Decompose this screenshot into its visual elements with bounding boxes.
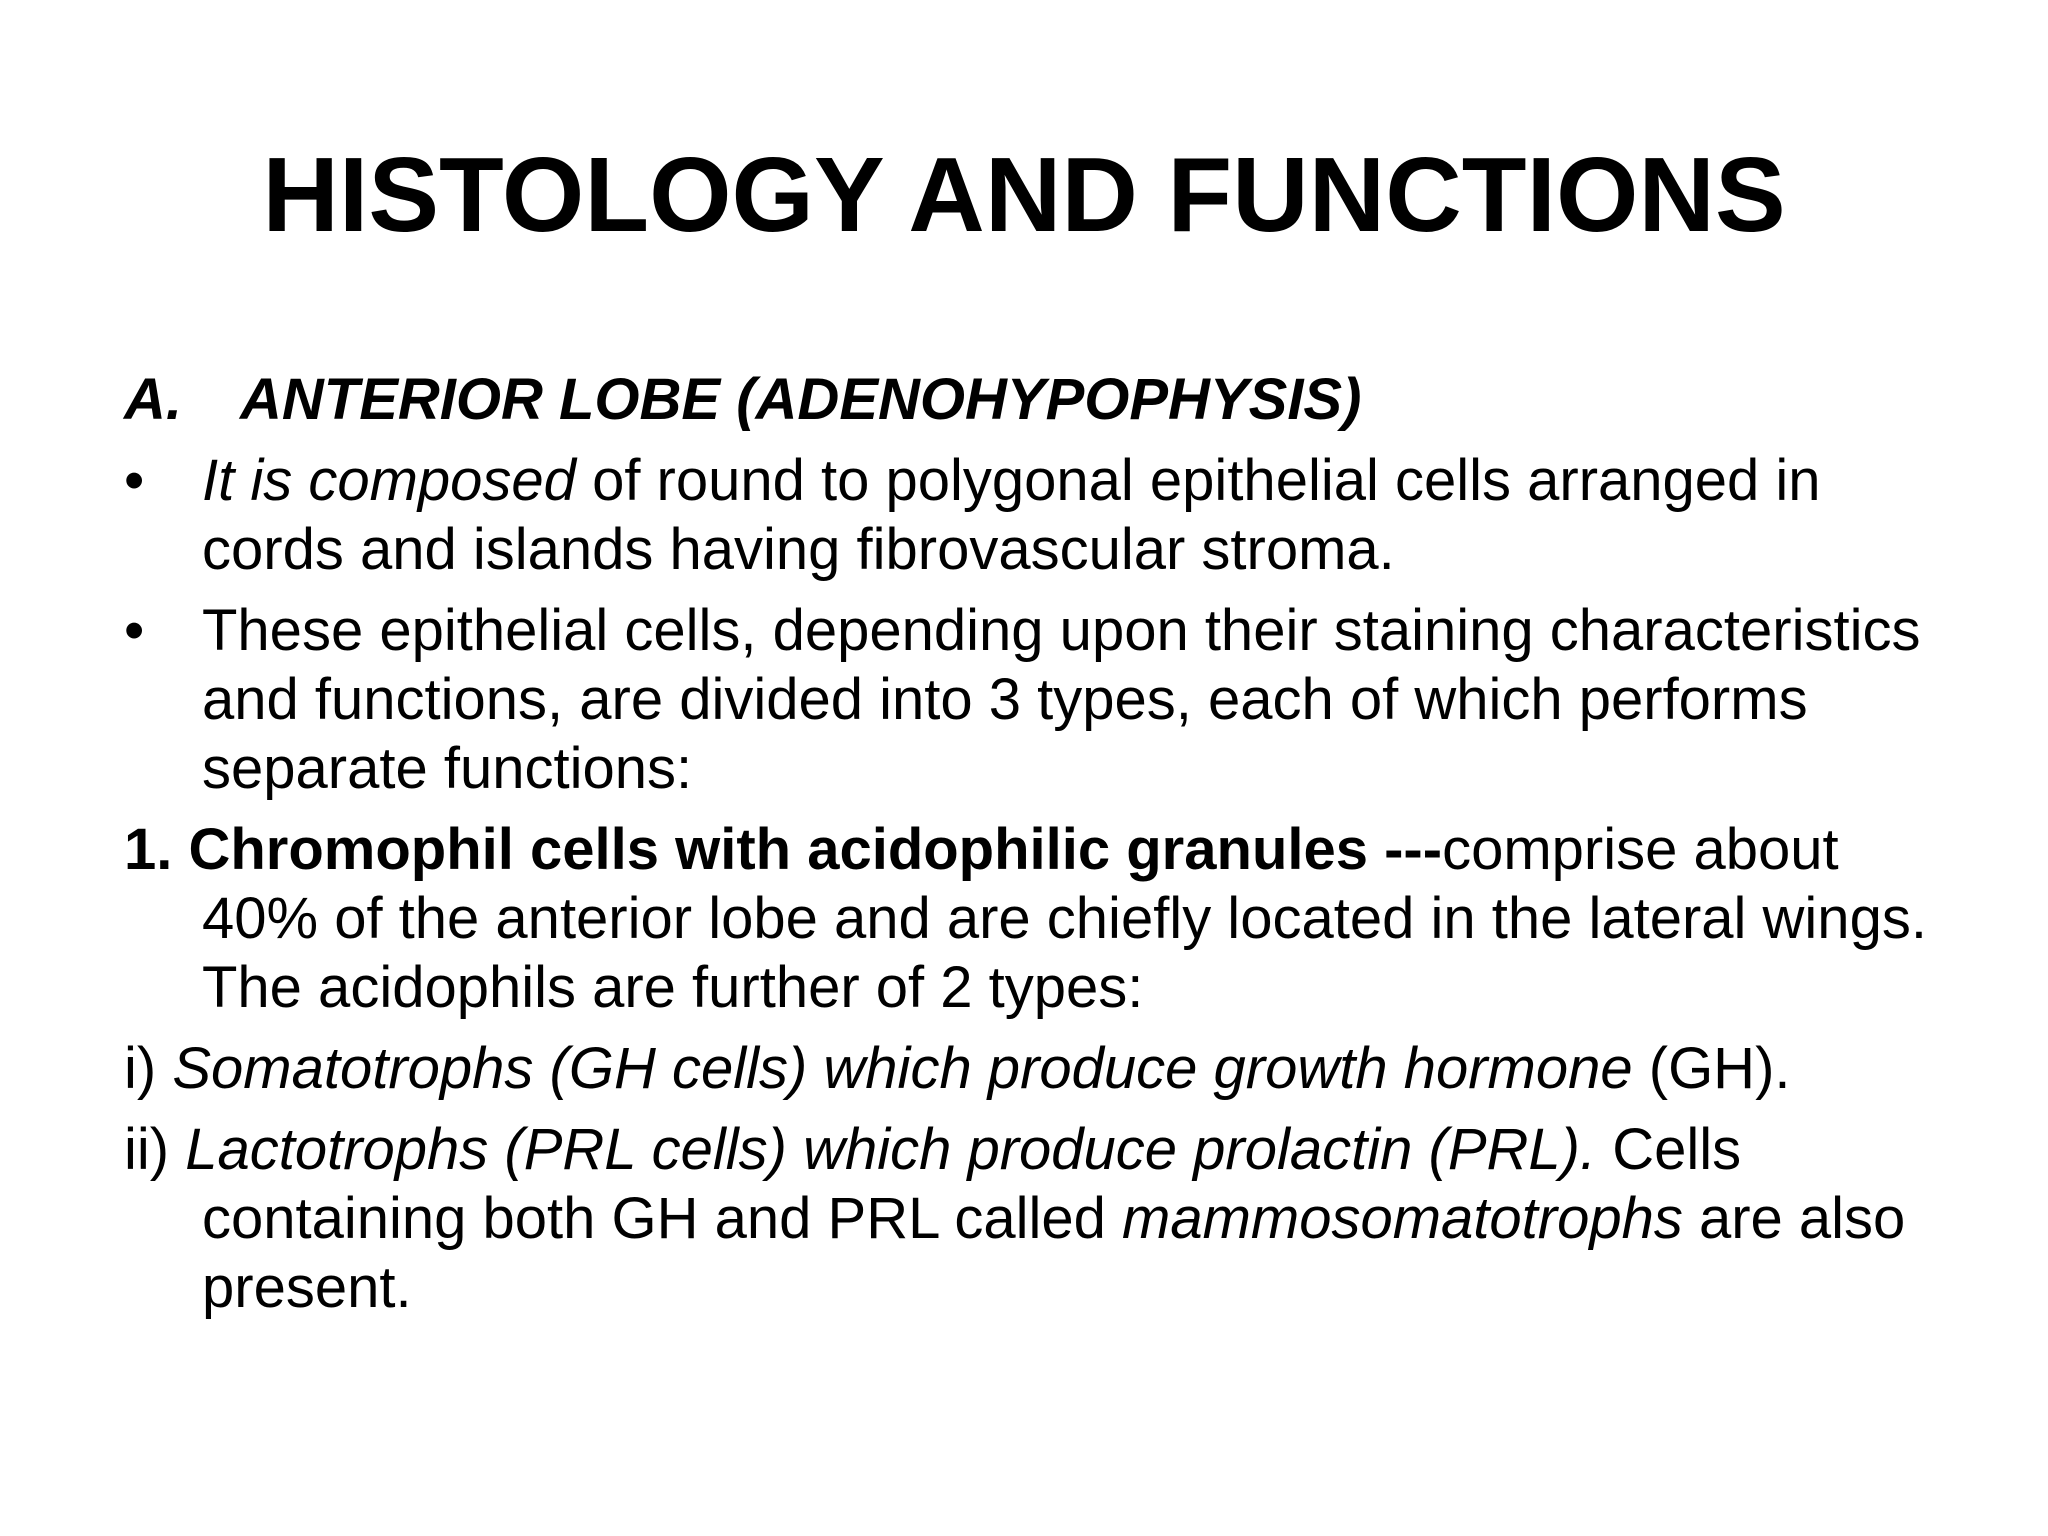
bullet-1-italic: It is composed	[202, 448, 576, 513]
bullet-1-text: of round to polygonal epithelial cells arranged in cords and islands having fibrovascular stroma.	[202, 448, 1821, 582]
sub-item-i	[124, 1034, 1944, 1103]
slide-title: HISTOLOGY AND FUNCTIONS	[262, 136, 1786, 254]
bullet-2-text: These epithelial cells, depending upon their staining characteristics and functions, are divided into 3 types, each of which performs separate functions:	[202, 598, 1921, 801]
section-heading	[124, 365, 1944, 434]
sub-item-ii-text-1: Cells containing both GH and PRL called	[202, 1117, 1742, 1251]
slide-body	[124, 365, 1944, 1322]
sub-item-i-italic: Somatotrophs (GH cells) which produce growth hormone	[172, 1036, 1633, 1101]
bullet-paragraph-2	[124, 596, 1944, 803]
numbered-item-1	[124, 815, 1944, 1022]
sub-item-i-prefix: i)	[124, 1036, 173, 1101]
sub-item-i-text: (GH).	[1632, 1036, 1791, 1101]
sub-item-ii-italic-2: mammosomatotrophs	[1122, 1186, 1683, 1251]
bullet-marker: •	[124, 448, 145, 513]
section-title: ANTERIOR LOBE (ADENOHYPOPHYSIS)	[240, 367, 1362, 432]
item-1-text: comprise about 40% of the anterior lobe and are chiefly located in the lateral wings. The acidophils are further of 2 types:	[202, 817, 1927, 1020]
section-letter: A.	[124, 367, 182, 432]
sub-item-ii-prefix: ii)	[124, 1117, 186, 1182]
sub-item-ii-text-2: are also present.	[202, 1186, 1906, 1320]
bullet-paragraph-1	[124, 446, 1944, 584]
item-1-bold: 1. Chromophil cells with acidophilic granules ---	[124, 817, 1443, 882]
sub-item-ii-italic: Lactotrophs (PRL cells) which produce prolactin (PRL).	[185, 1117, 1597, 1182]
bullet-marker: •	[124, 598, 145, 663]
sub-item-ii	[124, 1115, 1944, 1322]
